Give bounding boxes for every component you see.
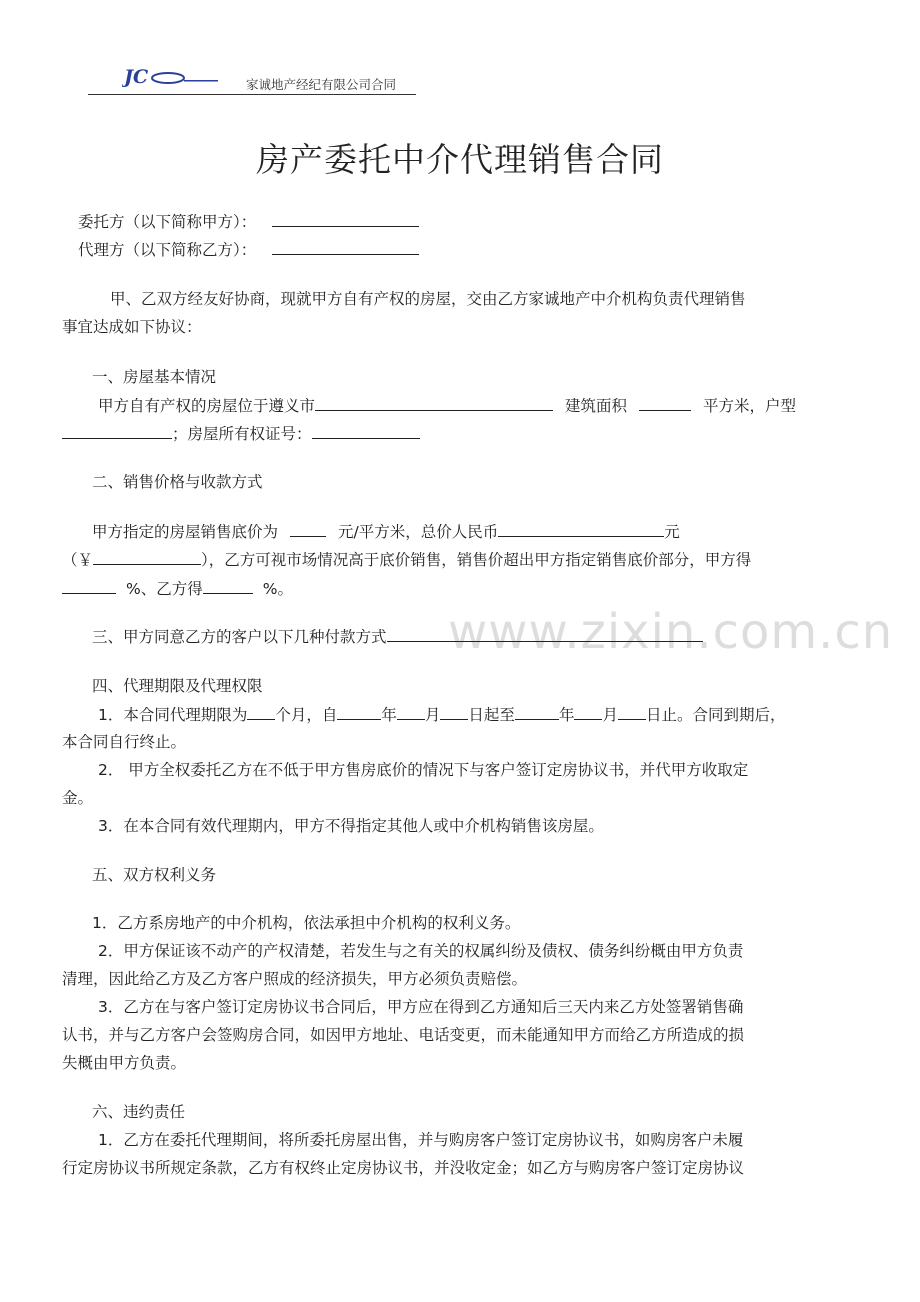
- agent-share-label: %、乙方得: [126, 580, 203, 598]
- section5-item-3-cont-1: 认书，并与乙方客户会签购房合同，如因甲方地址、电话变更，而未能通知甲方而给乙方所造成的损: [62, 1026, 745, 1044]
- layout-blank: [62, 422, 172, 439]
- section2-line-3: [62, 577, 293, 600]
- pricing-terms-text: ），乙方可视市场情况高于底价销售，销售价超出甲方指定销售底价部分，甲方得: [201, 551, 752, 569]
- section4-item-2: 2． 甲方全权委托乙方在不低于甲方售房底价的情况下与客户签订定房协议书，并代甲方收取定: [98, 761, 749, 779]
- principal-share-blank: [62, 577, 116, 594]
- section2-line-2: [62, 548, 751, 571]
- payment-methods-blank: [387, 625, 703, 642]
- section1-location-label: 甲方自有产权的房屋位于遵义市: [98, 397, 316, 415]
- certificate-blank: [312, 422, 420, 439]
- rmb-blank: [93, 548, 201, 565]
- section4-item-1: [98, 703, 785, 726]
- layout-label: 平方米，户型: [703, 397, 797, 415]
- svg-text:JC: JC: [124, 67, 149, 87]
- end-day-blank: [618, 703, 646, 720]
- year-label-2: 年: [558, 706, 575, 724]
- section5-item-1: 1．乙方系房地产的中介机构，依法承担中介机构的权利义务。: [92, 914, 521, 932]
- intro-line-2: 事宜达成如下协议：: [62, 318, 202, 336]
- rmb-open: （￥: [62, 551, 94, 569]
- payment-methods-label: 三、甲方同意乙方的客户以下几种付款方式: [92, 628, 387, 646]
- agent-blank: [272, 238, 419, 255]
- section1-line-1: [98, 394, 796, 417]
- agent-line: [78, 238, 419, 261]
- section3-heading: [92, 625, 703, 648]
- section5-item-3-cont-2: 失概由甲方负责。: [62, 1054, 187, 1072]
- section4-item-1-cont: 本合同自行终止。: [62, 733, 187, 751]
- year-label: 年: [381, 706, 397, 724]
- base-price-blank: [290, 520, 326, 537]
- section5-item-2-cont: 清理，因此给乙方及乙方客户照成的经济损失，甲方必须负责赔偿。: [62, 970, 528, 988]
- month-label: 月: [424, 706, 441, 724]
- section2-heading: 二、销售价格与收款方式: [92, 473, 263, 491]
- agent-label: 代理方（以下简称乙方）：: [78, 241, 257, 259]
- start-month-blank: [397, 703, 425, 720]
- start-day-blank: [440, 703, 468, 720]
- document-header: [88, 66, 416, 95]
- months-blank: [247, 703, 275, 720]
- end-month-blank: [574, 703, 602, 720]
- watermark: www.zixin.com.cn: [448, 604, 894, 660]
- expiry-text: 日止。合同到期后，: [645, 706, 786, 724]
- base-price-label: 甲方指定的房屋销售底价为: [92, 523, 279, 541]
- section5-item-2: 2．甲方保证该不动产的产权清楚，若发生与之有关的权属纠纷及债权、债务纠纷概由甲方负责: [98, 942, 744, 960]
- section6-heading: 六、违约责任: [92, 1103, 186, 1121]
- section5-item-3: 3．乙方在与客户签订定房协议书合同后，甲方应在得到乙方通知后三天内来乙方处签署销售确: [98, 998, 744, 1016]
- section4-item-2-cont: 金。: [62, 789, 94, 807]
- yuan-label: 元: [664, 523, 680, 541]
- agent-share-blank: [203, 577, 253, 594]
- total-price-label: 元/平方米，总价人民币: [338, 523, 499, 541]
- principal-blank: [272, 210, 419, 227]
- principal-line: [78, 210, 419, 233]
- principal-label: 委托方（以下简称甲方）：: [78, 213, 257, 231]
- from-label: 个月，自: [275, 706, 338, 724]
- intro-line-1: 甲、乙双方经友好协商，现就甲方自有产权的房屋，交由乙方家诚地产中介机构负责代理销售: [110, 290, 746, 308]
- term-label: 1．本合同代理期限为: [98, 706, 248, 724]
- start-year-blank: [337, 703, 381, 720]
- page-title: 房产委托中介代理销售合同: [256, 140, 664, 179]
- location-blank: [315, 394, 553, 411]
- area-label: 建筑面积: [565, 397, 628, 415]
- section4-item-3: 3．在本合同有效代理期内，甲方不得指定其他人或中介机构销售该房屋。: [98, 817, 604, 835]
- section5-heading: 五、双方权利义务: [92, 866, 217, 884]
- total-price-blank: [498, 520, 664, 537]
- jcc-logo-icon: [122, 67, 232, 87]
- section6-item-1: 1．乙方在委托代理期间，将所委托房屋出售，并与购房客户签订定房协议书，如购房客户未履: [98, 1131, 744, 1149]
- section1-line-2: [62, 422, 420, 445]
- header-company-name: 家诚地产经纪有限公司合同: [246, 77, 397, 92]
- area-blank: [639, 394, 691, 411]
- end-year-blank: [515, 703, 559, 720]
- section4-heading: 四、代理期限及代理权限: [92, 677, 263, 695]
- until-label: 日起至: [468, 706, 515, 724]
- percent-end: %。: [262, 580, 293, 598]
- certificate-label: ；房屋所有权证号：: [172, 425, 312, 443]
- section6-item-1-cont: 行定房协议书所规定条款，乙方有权终止定房协议书，并没收定金；如乙方与购房客户签订定房协议: [62, 1159, 745, 1177]
- section2-line-1: [92, 520, 680, 543]
- section1-heading: 一、房屋基本情况: [92, 368, 217, 386]
- month-label-2: 月: [602, 706, 618, 724]
